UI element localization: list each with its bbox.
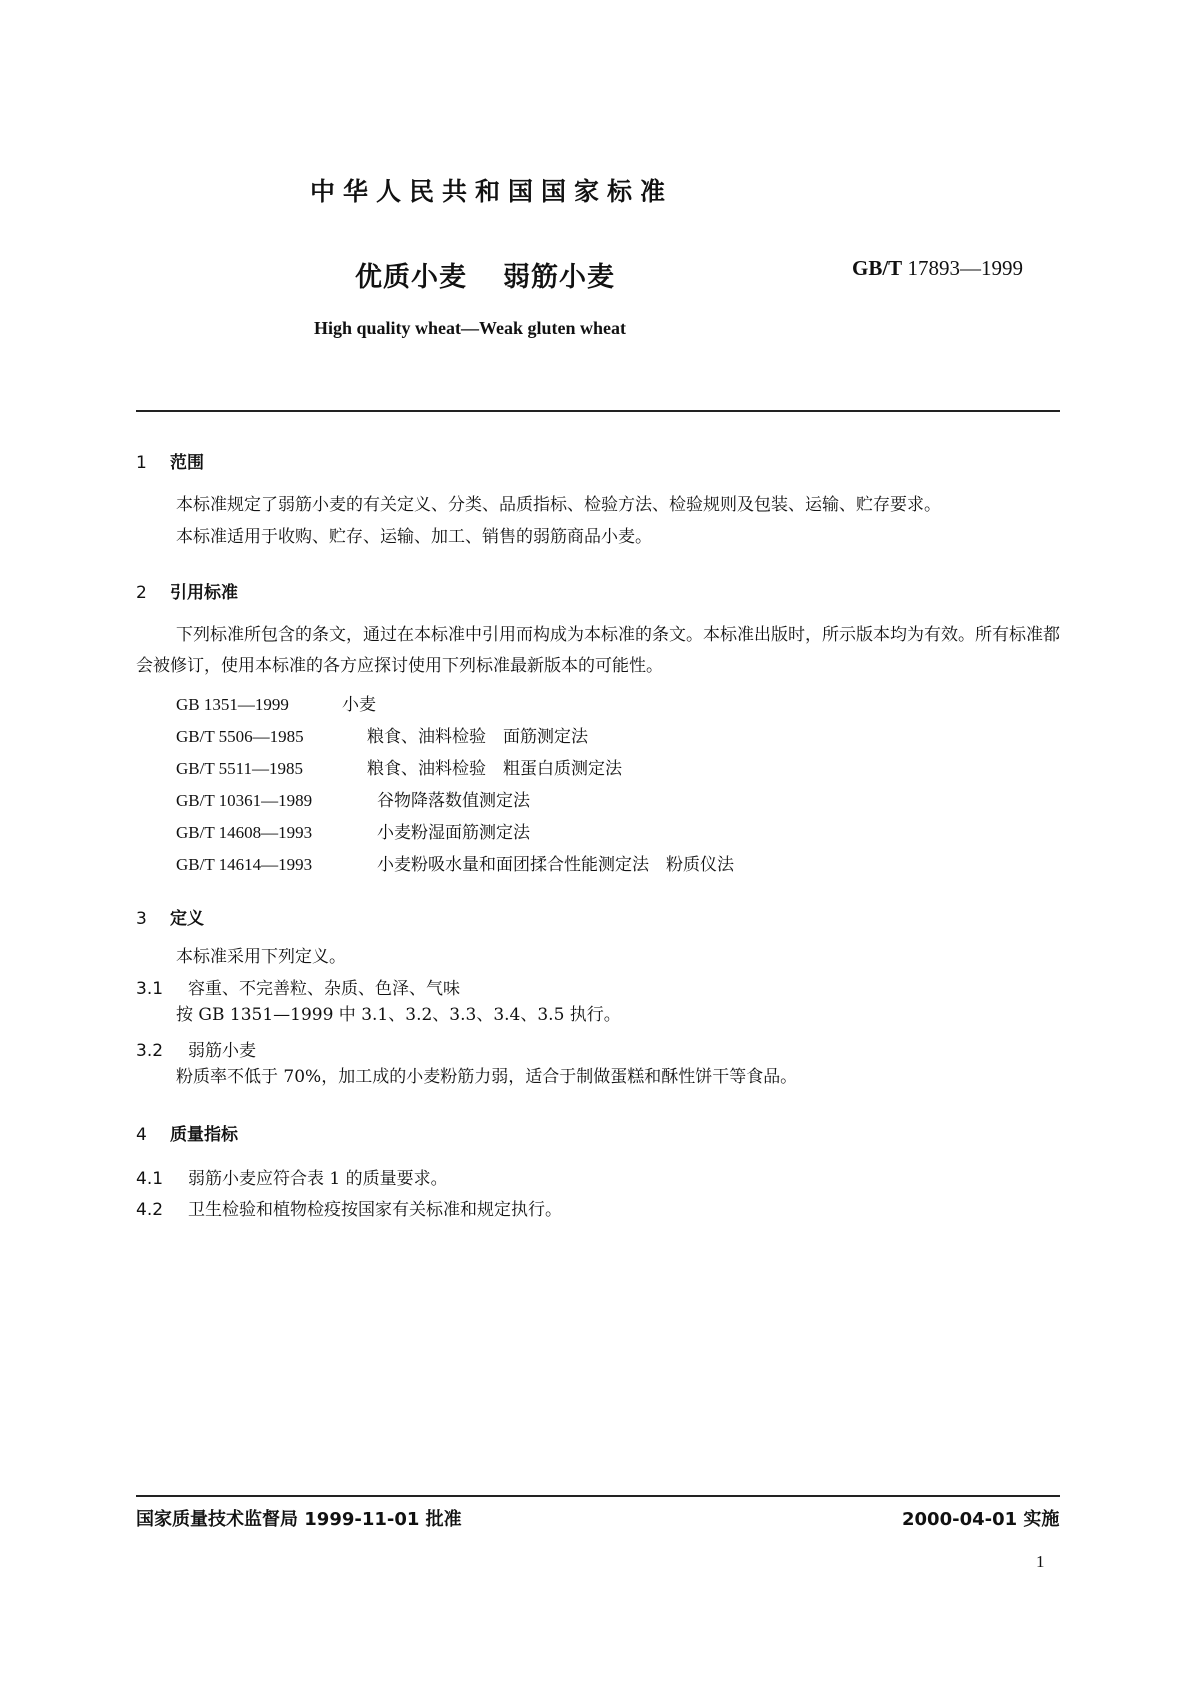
section-3-heading: [136, 904, 204, 929]
section-2-heading: [136, 578, 238, 603]
section-1-title: 范围: [170, 453, 204, 473]
clause-4-1: [136, 1164, 448, 1189]
section-2-number: 2: [136, 583, 147, 603]
clause-4-2-number: 4.2: [136, 1200, 164, 1220]
definition-3-1-text: 按 GB 1351—1999 中 3.1、3.2、3.3、3.4、3.5 执行。: [176, 1005, 621, 1025]
english-title: High quality wheat—Weak gluten wheat: [314, 318, 627, 338]
section-4-heading: [136, 1120, 238, 1145]
section-2-title: 引用标准: [170, 583, 238, 603]
standard-number: 17893—1999: [907, 256, 1023, 280]
reference-code: GB/T 10361—1989: [176, 791, 313, 810]
section-1-para-2: 本标准适用于收购、贮存、运输、加工、销售的弱筋商品小麦。: [176, 527, 652, 547]
clause-4-2-text: 卫生检验和植物检疫按国家有关标准和规定执行。: [188, 1200, 562, 1220]
definition-3-2-heading: [136, 1036, 256, 1061]
definition-3-1-heading: [136, 974, 460, 999]
section-3-para-1: 本标准采用下列定义。: [176, 947, 346, 967]
reference-name: 小麦: [342, 695, 376, 715]
reference-item: [176, 722, 588, 747]
reference-item: [176, 786, 530, 811]
reference-code: GB/T 14608—1993: [176, 823, 313, 842]
reference-code: GB/T 14614—1993: [176, 855, 313, 874]
standard-code: [852, 256, 1023, 281]
definition-3-2-text: 粉质率不低于 70%，加工成的小麦粉筋力弱，适合于制做蛋糕和酥性饼干等食品。: [176, 1067, 798, 1087]
definition-3-1-number: 3.1: [136, 979, 164, 999]
reference-item: [176, 690, 376, 715]
section-3-number: 3: [136, 909, 147, 929]
footer-divider: [136, 1495, 1060, 1497]
reference-item: [176, 818, 530, 843]
nation-standard-heading: 中华人民共和国国家标准: [310, 177, 674, 206]
reference-code: GB/T 5506—1985: [176, 727, 304, 746]
section-1-para-1: 本标准规定了弱筋小麦的有关定义、分类、品质指标、检验方法、检验规则及包装、运输、贮存要求。: [176, 495, 941, 515]
section-4-title: 质量指标: [170, 1125, 238, 1145]
header-divider: [136, 410, 1060, 412]
section-3-title: 定义: [170, 909, 204, 929]
document-title: [355, 255, 615, 294]
section-4-number: 4: [136, 1125, 147, 1145]
reference-name: 粮食、油料检验 面筋测定法: [367, 727, 588, 747]
section-1-heading: [136, 448, 204, 473]
reference-name: 粮食、油料检验 粗蛋白质测定法: [367, 759, 622, 779]
definition-3-2-title: 弱筋小麦: [188, 1041, 256, 1061]
section-1-number: 1: [136, 453, 147, 473]
standard-prefix: GB/T: [852, 256, 903, 280]
title-part-2: 弱筋小麦: [503, 262, 615, 293]
reference-item: [176, 754, 622, 779]
page-number: 1: [1036, 1552, 1045, 1571]
reference-name: 小麦粉湿面筋测定法: [377, 823, 530, 843]
implementation-date: 2000-04-01 实施: [902, 1509, 1060, 1530]
reference-name: 小麦粉吸水量和面团揉合性能测定法 粉质仪法: [377, 855, 734, 875]
approval-statement: 国家质量技术监督局 1999-11-01 批准: [136, 1509, 462, 1530]
clause-4-2: [136, 1195, 562, 1220]
reference-item: [176, 850, 734, 875]
clause-4-1-number: 4.1: [136, 1169, 164, 1189]
title-part-1: 优质小麦: [355, 262, 467, 293]
clause-4-1-text: 弱筋小麦应符合表 1 的质量要求。: [188, 1169, 448, 1189]
section-2-para-1: 下列标准所包含的条文，通过在本标准中引用而构成为本标准的条文。本标准出版时，所示版本均为有效。所有标准都会被修订，使用本标准的各方应探讨使用下列标准最新版本的可能性。: [136, 625, 1060, 676]
reference-name: 谷物降落数值测定法: [377, 791, 530, 811]
definition-3-1-title: 容重、不完善粒、杂质、色泽、气味: [188, 979, 460, 999]
reference-code: GB 1351—1999: [176, 695, 289, 714]
definition-3-2-number: 3.2: [136, 1041, 164, 1061]
reference-code: GB/T 5511—1985: [176, 759, 304, 778]
